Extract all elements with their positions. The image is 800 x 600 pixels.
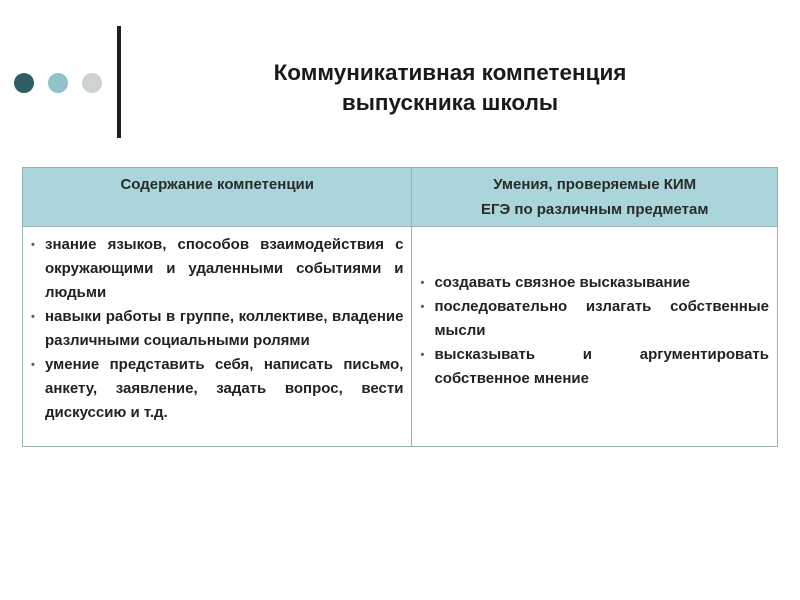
slide-title <box>150 58 750 118</box>
list-item: • создавать связное высказывание <box>420 271 769 295</box>
title-line-1: Коммуникативная компетенция <box>273 60 627 85</box>
table-row <box>23 227 778 447</box>
header-skills-line-1: Умения, проверяемые КИМ <box>493 176 697 193</box>
competence-content-cell <box>23 227 412 447</box>
list-item: • знание языков, способов взаимодействия с окружающими и удаленными событиями и людьми <box>31 233 403 305</box>
skills-cell <box>412 227 778 447</box>
skills-list <box>420 271 769 391</box>
title-line-2: выпускника школы <box>341 90 559 115</box>
competence-list <box>31 233 403 425</box>
dark-teal-dot-icon <box>14 73 34 93</box>
header-skills-checked <box>412 168 778 227</box>
table-header-row <box>23 168 778 227</box>
list-item: • умение представить себя, написать письмо, анкету, заявление, задать вопрос, вести дискуссию и т.д. <box>31 353 403 425</box>
header-skills-line-2: ЕГЭ по различным предметам <box>481 201 709 218</box>
decorative-dots <box>14 73 102 93</box>
list-item: • высказывать и аргументировать собственное мнение <box>420 343 769 391</box>
gray-dot-icon <box>82 73 102 93</box>
vertical-divider <box>117 26 121 138</box>
list-item: • последовательно излагать собственные мысли <box>420 295 769 343</box>
header-competence-content: Содержание компетенции <box>23 168 412 227</box>
competence-table <box>22 167 778 447</box>
light-teal-dot-icon <box>48 73 68 93</box>
list-item: • навыки работы в группе, коллективе, владение различными социальными ролями <box>31 305 403 353</box>
